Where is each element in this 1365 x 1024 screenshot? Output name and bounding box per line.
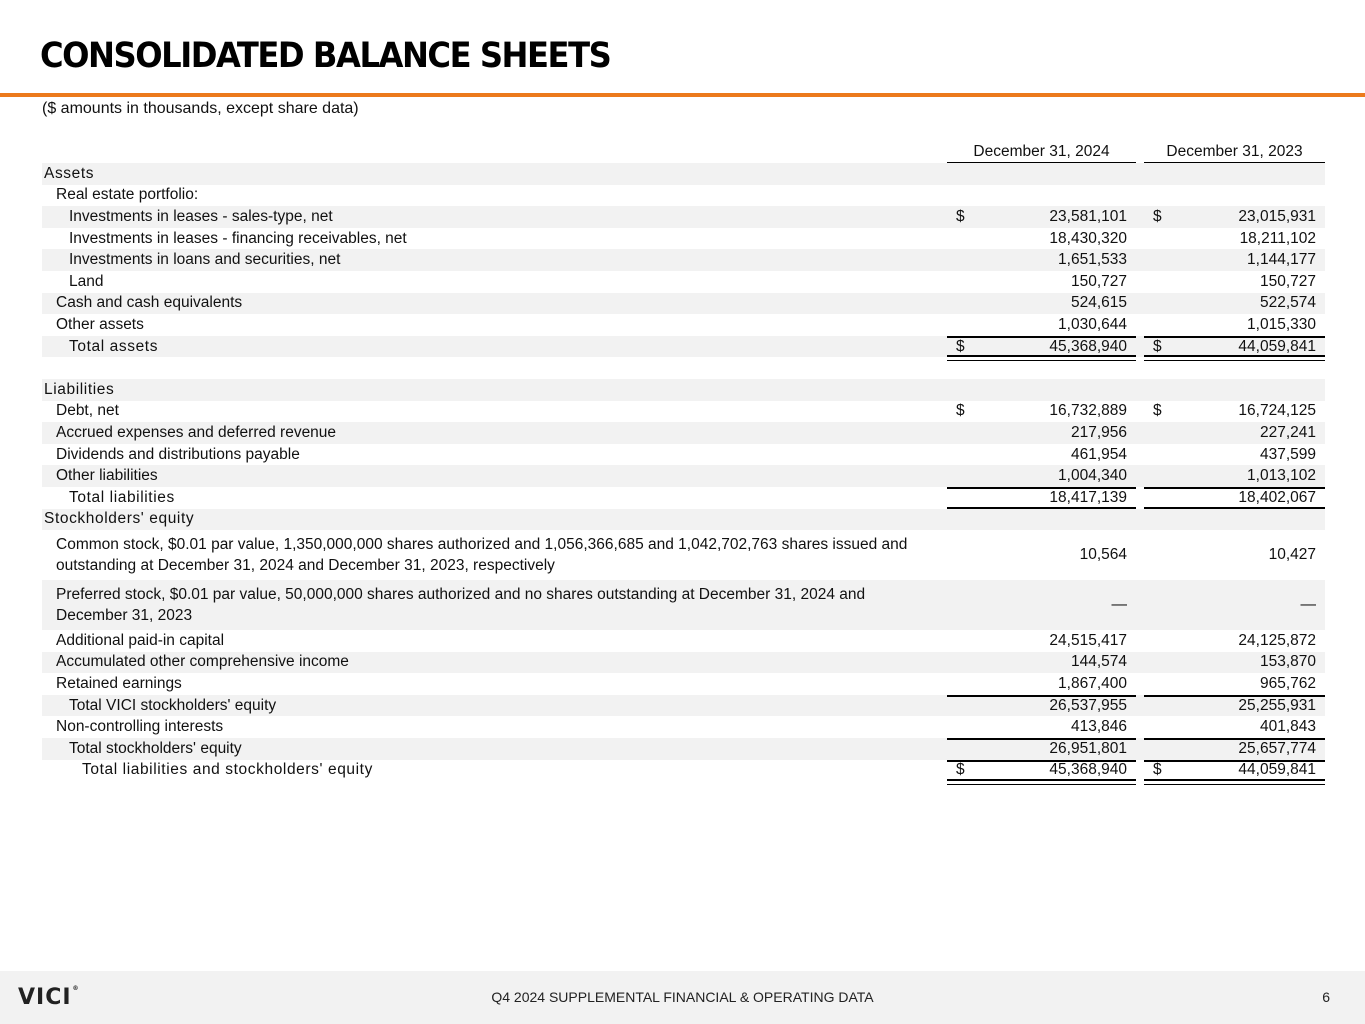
footer: [0, 971, 1365, 1024]
value-2023: 24,125,872: [1238, 631, 1316, 649]
table-row: [42, 465, 1325, 487]
value-2024: 1,651,533: [1058, 251, 1127, 269]
column-header-2023: December 31, 2023: [1144, 143, 1325, 164]
value-2024: 26,951,801: [1049, 739, 1127, 757]
table-row: [42, 716, 1325, 738]
currency-symbol: $: [956, 337, 965, 355]
value-2024: 461,954: [1070, 445, 1127, 463]
subtitle: ($ amounts in thousands, except share data): [42, 100, 359, 117]
value-2024: 23,581,101: [1049, 207, 1127, 225]
currency-symbol: $: [956, 207, 965, 225]
table-row: [42, 738, 1325, 760]
vici-logo: VICI®: [18, 985, 80, 1010]
column-header-2024: December 31, 2024: [947, 143, 1136, 164]
currency-symbol: $: [1153, 207, 1162, 225]
table-row: [42, 760, 1325, 782]
subtotal-rule: [1144, 695, 1325, 697]
value-2024: 1,030,644: [1058, 315, 1127, 333]
table-row: [42, 422, 1325, 444]
table-row: [42, 206, 1325, 228]
total-double-rule: [1144, 779, 1325, 785]
value-2023: 1,144,177: [1247, 251, 1316, 269]
table-row: [42, 487, 1325, 509]
section-header-row: [42, 379, 1325, 401]
value-2024: 24,515,417: [1049, 631, 1127, 649]
currency-symbol: $: [1153, 402, 1162, 420]
value-2023: 522,574: [1259, 294, 1316, 312]
subtotal-rule: [947, 336, 1136, 338]
value-2024: 217,956: [1070, 423, 1127, 441]
value-2024: 1,004,340: [1058, 467, 1127, 485]
value-2024: —: [1111, 596, 1127, 614]
value-2024: 10,564: [1079, 546, 1127, 564]
spacer-row: [42, 357, 1325, 379]
value-2023: 16,724,125: [1238, 402, 1316, 420]
row-label: Common stock, $0.01 par value, 1,350,000,000 shares authorized and 1,056,366,685 and 1,042,702,763 shares issued and outstanding at December 31, 2024 and December 31, 2023, respectively: [56, 536, 908, 575]
subtotal-rule: [947, 695, 1136, 697]
row-label: Real estate portfolio:: [56, 186, 199, 204]
table-row: [42, 673, 1325, 695]
row-label: Investments in leases - sales-type, net: [69, 207, 333, 225]
subtotal-rule: [947, 487, 1136, 489]
row-label: Accumulated other comprehensive income: [56, 653, 349, 671]
value-2023: 227,241: [1259, 423, 1316, 441]
row-label: Investments in leases - financing receivables, net: [69, 229, 407, 247]
balance-sheet-table: [42, 163, 1325, 781]
table-row: [42, 249, 1325, 271]
row-label: Liabilities: [44, 380, 115, 398]
table-row: [42, 228, 1325, 250]
value-2023: 25,255,931: [1238, 696, 1316, 714]
table-row: [42, 336, 1325, 358]
table-row: [42, 580, 1325, 630]
currency-symbol: $: [1153, 337, 1162, 355]
value-2024: 1,867,400: [1058, 675, 1127, 693]
table-row: [42, 444, 1325, 466]
row-label: Non-controlling interests: [56, 718, 224, 736]
value-2023: 25,657,774: [1238, 739, 1316, 757]
value-2023: 18,211,102: [1239, 229, 1316, 247]
table-row: [42, 630, 1325, 652]
row-label: Total VICI stockholders' equity: [69, 696, 277, 714]
row-label: Other liabilities: [56, 467, 158, 485]
row-label: Land: [69, 272, 104, 290]
total-double-rule: [947, 779, 1136, 785]
value-2024: 18,417,139: [1049, 488, 1127, 506]
value-2024: 45,368,940: [1049, 337, 1127, 355]
value-2024: 26,537,955: [1049, 696, 1127, 714]
table-row: [42, 271, 1325, 293]
row-label: Stockholders' equity: [44, 510, 195, 528]
row-label: Additional paid-in capital: [56, 631, 225, 649]
subtotal-rule: [947, 760, 1136, 762]
table-row: [42, 314, 1325, 336]
subtotal-rule: [947, 738, 1136, 740]
value-2023: 18,402,067: [1238, 488, 1316, 506]
subtotal-rule: [1144, 760, 1325, 762]
row-label: Assets: [44, 164, 95, 182]
subtotal-rule: [1144, 738, 1325, 740]
table-row: [42, 293, 1325, 315]
row-label: Preferred stock, $0.01 par value, 50,000,000 shares authorized and no shares outstanding at December 31, 2024 and December 31, 2023: [56, 586, 866, 625]
value-2023: —: [1300, 596, 1316, 614]
value-2023: 44,059,841: [1238, 761, 1316, 779]
value-2023: 965,762: [1259, 675, 1316, 693]
value-2023: 10,427: [1268, 546, 1316, 564]
currency-symbol: $: [956, 761, 965, 779]
value-2023: 153,870: [1259, 653, 1316, 671]
value-2023: 437,599: [1259, 445, 1316, 463]
row-label: Debt, net: [56, 402, 119, 420]
row-label: Retained earnings: [56, 675, 182, 693]
value-2024: 18,430,320: [1049, 229, 1127, 247]
table-row: [42, 652, 1325, 674]
value-2024: 45,368,940: [1049, 761, 1127, 779]
value-2023: 1,013,102: [1247, 467, 1316, 485]
currency-symbol: $: [956, 402, 965, 420]
table-row: [42, 401, 1325, 423]
value-2023: 150,727: [1259, 272, 1316, 290]
row-label: Total stockholders' equity: [69, 739, 242, 757]
row-label: Total liabilities: [69, 488, 175, 506]
currency-symbol: $: [1153, 761, 1162, 779]
row-label: Cash and cash equivalents: [56, 294, 243, 312]
value-2023: 1,015,330: [1247, 315, 1316, 333]
page-title: CONSOLIDATED BALANCE SHEETS: [40, 36, 611, 76]
table-row: [42, 530, 1325, 580]
value-2024: 413,846: [1070, 718, 1127, 736]
footer-text: Q4 2024 SUPPLEMENTAL FINANCIAL & OPERATING DATA: [491, 989, 874, 1005]
page-number: 6: [1322, 989, 1330, 1005]
row-label: Total liabilities and stockholders' equity: [82, 761, 373, 779]
section-header-row: [42, 509, 1325, 531]
subtotal-rule: [1144, 487, 1325, 489]
row-label: Accrued expenses and deferred revenue: [56, 423, 337, 441]
row-label: Total assets: [69, 337, 159, 355]
value-2023: 44,059,841: [1238, 337, 1316, 355]
row-label: Other assets: [56, 315, 144, 333]
subtotal-rule: [1144, 336, 1325, 338]
value-2024: 150,727: [1070, 272, 1127, 290]
value-2023: 23,015,931: [1238, 207, 1316, 225]
table-row: [42, 185, 1325, 207]
value-2024: 524,615: [1070, 294, 1127, 312]
row-label: Investments in loans and securities, net: [69, 251, 341, 269]
section-header-row: [42, 163, 1325, 185]
row-label: Dividends and distributions payable: [56, 445, 300, 463]
value-2024: 144,574: [1070, 653, 1127, 671]
table-row: [42, 695, 1325, 717]
value-2023: 401,843: [1259, 718, 1316, 736]
value-2024: 16,732,889: [1049, 402, 1127, 420]
title-rule: [0, 93, 1365, 97]
